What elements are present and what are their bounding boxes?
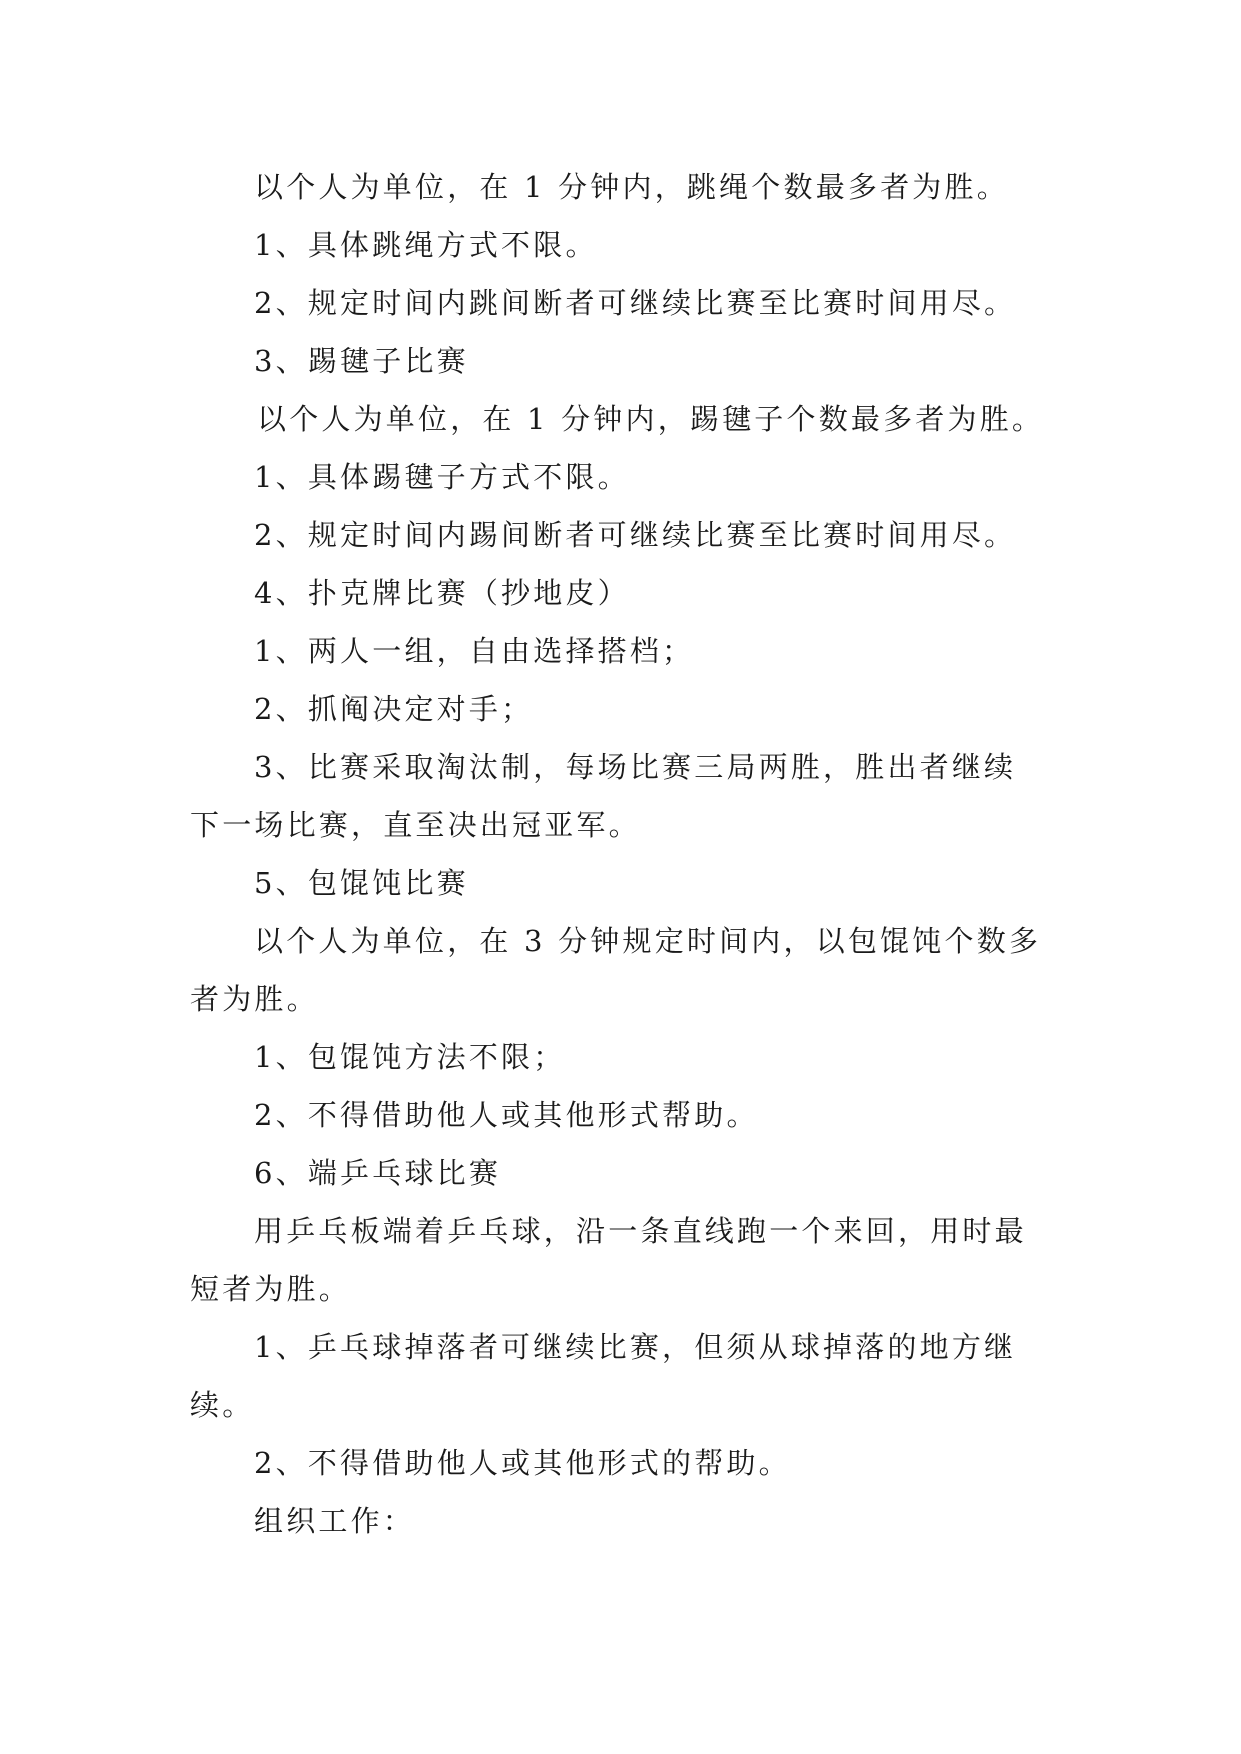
paragraph-ping-pong-rule-continued: 短者为胜。 (190, 1272, 352, 1306)
paragraph-poker-item-3: 3、比赛采取淘汰制，每场比赛三局两胜，胜出者继续 (254, 750, 1017, 784)
paragraph-shuttlecock-item-2: 2、规定时间内踢间断者可继续比赛至比赛时间用尽。 (254, 518, 1017, 552)
paragraph-ping-pong-item-2: 2、不得借助他人或其他形式的帮助。 (254, 1446, 791, 1480)
paragraph-shuttlecock-item-1: 1、具体踢毽子方式不限。 (254, 460, 630, 494)
document-body (190, 158, 1070, 1550)
paragraph-ping-pong-rule: 用乒乓板端着乒乓球，沿一条直线跑一个来回，用时最 (254, 1214, 1027, 1248)
paragraph-poker-item-1: 1、两人一组，自由选择搭档； (254, 634, 695, 668)
paragraph-wonton-item-2: 2、不得借助他人或其他形式帮助。 (254, 1098, 759, 1132)
paragraph-wonton-rule-continued: 者为胜。 (190, 982, 319, 1016)
paragraph-shuttlecock-rule: 以个人为单位，在 1 分钟内，踢毽子个数最多者为胜。 (257, 402, 1045, 436)
paragraph-ping-pong-item-1: 1、乒乓球掉落者可继续比赛，但须从球掉落的地方继 (254, 1330, 1017, 1364)
paragraph-rope-rule: 以个人为单位，在 1 分钟内，跳绳个数最多者为胜。 (254, 170, 1009, 204)
paragraph-rope-item-1: 1、具体跳绳方式不限。 (254, 228, 598, 262)
paragraph-poker-item-3-continued: 下一场比赛，直至决出冠亚军。 (190, 808, 641, 842)
paragraph-wonton-item-1: 1、包馄饨方法不限； (254, 1040, 566, 1074)
heading-shuttlecock: 3、踢毽子比赛 (254, 344, 469, 378)
paragraph-wonton-rule: 以个人为单位，在 3 分钟规定时间内，以包馄饨个数多 (254, 924, 1042, 958)
paragraph-ping-pong-item-1-continued: 续。 (190, 1388, 255, 1422)
heading-ping-pong: 6、端乒乓球比赛 (254, 1156, 502, 1190)
paragraph-rope-item-2: 2、规定时间内跳间断者可继续比赛至比赛时间用尽。 (254, 286, 1017, 320)
heading-wonton: 5、包馄饨比赛 (254, 866, 469, 900)
paragraph-poker-item-2: 2、抓阄决定对手； (254, 692, 534, 726)
heading-poker: 4、扑克牌比赛（抄地皮） (254, 576, 630, 610)
heading-organization: 组织工作： (254, 1504, 416, 1538)
